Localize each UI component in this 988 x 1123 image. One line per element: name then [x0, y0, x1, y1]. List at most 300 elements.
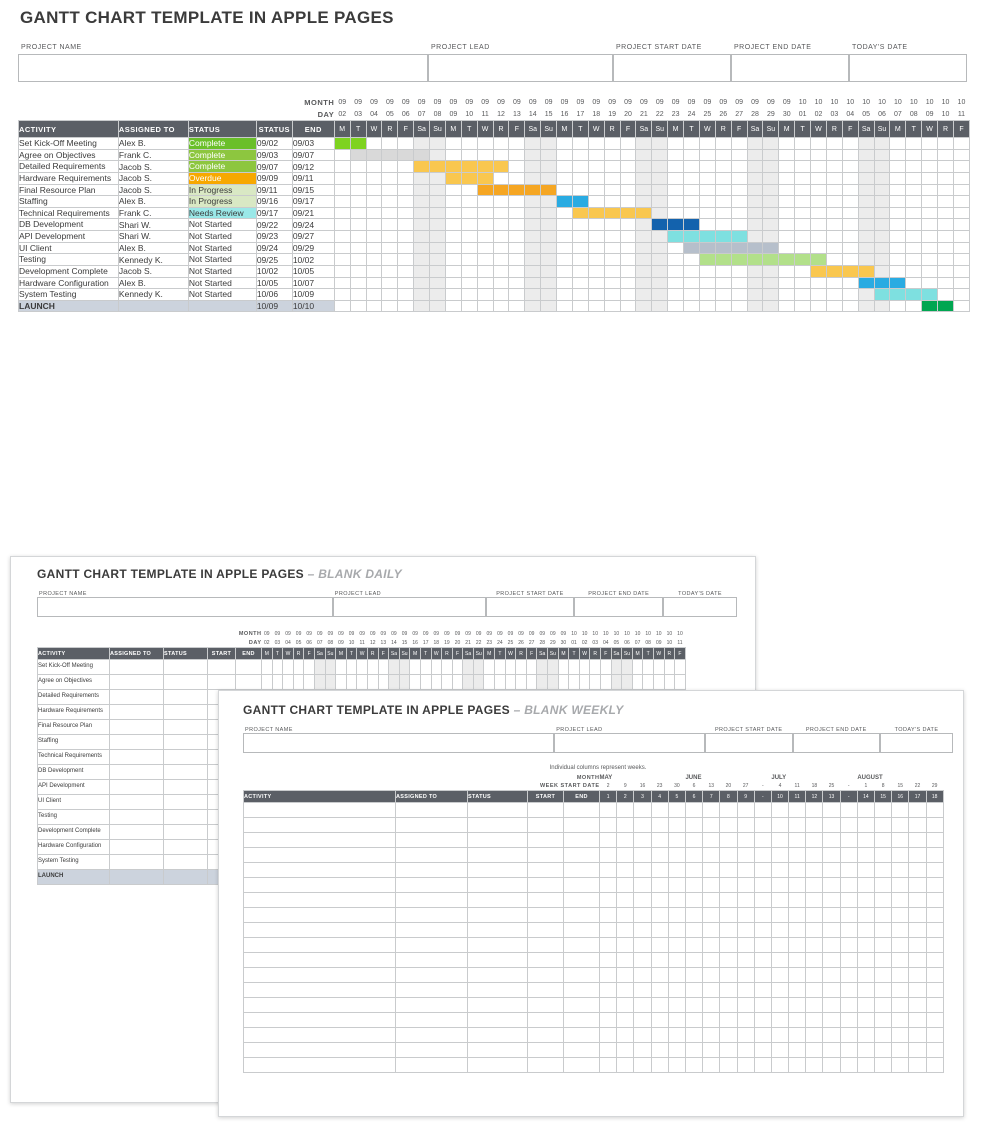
gantt-cell[interactable] — [906, 207, 922, 219]
row-end-date[interactable] — [564, 938, 600, 953]
gantt-cell[interactable] — [651, 908, 668, 923]
gantt-cell[interactable] — [737, 998, 754, 1013]
row-start-date[interactable] — [528, 848, 564, 863]
gantt-cell[interactable] — [526, 675, 537, 690]
gantt-cell[interactable] — [461, 161, 477, 173]
gantt-cell[interactable] — [367, 675, 378, 690]
gantt-cell[interactable] — [350, 219, 366, 231]
gantt-cell[interactable] — [600, 983, 617, 998]
gantt-cell[interactable] — [651, 803, 668, 818]
gantt-cell[interactable] — [350, 300, 366, 312]
gantt-cell[interactable] — [938, 207, 954, 219]
gantt-cell[interactable] — [652, 242, 668, 254]
gantt-cell[interactable] — [634, 818, 651, 833]
gantt-cell[interactable] — [541, 184, 557, 196]
gantt-cell[interactable] — [926, 803, 943, 818]
gantt-cell[interactable] — [399, 675, 410, 690]
gantt-cell[interactable] — [906, 231, 922, 243]
gantt-cell[interactable] — [779, 231, 795, 243]
row-activity[interactable] — [244, 818, 396, 833]
gantt-cell[interactable] — [684, 184, 700, 196]
gantt-cell[interactable] — [675, 660, 686, 675]
row-activity[interactable] — [244, 833, 396, 848]
gantt-cell[interactable] — [731, 219, 747, 231]
gantt-cell[interactable] — [636, 207, 652, 219]
row-start-date[interactable] — [528, 1028, 564, 1043]
gantt-cell[interactable] — [789, 803, 806, 818]
gantt-cell[interactable] — [350, 289, 366, 301]
gantt-cell[interactable] — [754, 818, 771, 833]
gantt-cell[interactable] — [653, 660, 664, 675]
gantt-cell[interactable] — [840, 998, 857, 1013]
gantt-cell[interactable] — [858, 172, 874, 184]
gantt-cell[interactable] — [617, 938, 634, 953]
gantt-cell[interactable] — [779, 196, 795, 208]
gantt-cell[interactable] — [600, 1028, 617, 1043]
gantt-cell[interactable] — [569, 660, 580, 675]
gantt-cell[interactable] — [875, 863, 892, 878]
gantt-cell[interactable] — [651, 818, 668, 833]
gantt-cell[interactable] — [525, 149, 541, 161]
gantt-cell[interactable] — [892, 953, 909, 968]
gantt-cell[interactable] — [541, 300, 557, 312]
gantt-cell[interactable] — [283, 675, 294, 690]
gantt-cell[interactable] — [909, 923, 926, 938]
gantt-cell[interactable] — [350, 172, 366, 184]
gantt-cell[interactable] — [763, 207, 779, 219]
gantt-cell[interactable] — [731, 231, 747, 243]
gantt-cell[interactable] — [823, 1028, 840, 1043]
gantt-cell[interactable] — [634, 953, 651, 968]
gantt-cell[interactable] — [684, 161, 700, 173]
gantt-cell[interactable] — [858, 219, 874, 231]
gantt-cell[interactable] — [842, 254, 858, 266]
gantt-cell[interactable] — [874, 172, 890, 184]
gantt-cell[interactable] — [909, 953, 926, 968]
row-activity[interactable] — [244, 953, 396, 968]
row-assigned-to[interactable] — [396, 983, 468, 998]
gantt-cell[interactable] — [636, 149, 652, 161]
gantt-cell[interactable] — [634, 893, 651, 908]
gantt-cell[interactable] — [463, 660, 474, 675]
gantt-cell[interactable] — [620, 277, 636, 289]
gantt-cell[interactable] — [795, 289, 811, 301]
gantt-cell[interactable] — [493, 196, 509, 208]
gantt-cell[interactable] — [789, 1043, 806, 1058]
gantt-cell[interactable] — [604, 289, 620, 301]
gantt-cell[interactable] — [875, 908, 892, 923]
gantt-cell[interactable] — [685, 1058, 702, 1073]
gantt-cell[interactable] — [699, 300, 715, 312]
gantt-cell[interactable] — [668, 219, 684, 231]
gantt-cell[interactable] — [747, 207, 763, 219]
gantt-cell[interactable] — [668, 878, 685, 893]
gantt-cell[interactable] — [703, 953, 720, 968]
gantt-cell[interactable] — [651, 1058, 668, 1073]
gantt-cell[interactable] — [922, 161, 938, 173]
gantt-cell[interactable] — [875, 803, 892, 818]
gantt-cell[interactable] — [826, 242, 842, 254]
gantt-cell[interactable] — [509, 207, 525, 219]
gantt-cell[interactable] — [651, 998, 668, 1013]
row-end-date[interactable] — [564, 863, 600, 878]
gantt-cell[interactable] — [445, 149, 461, 161]
gantt-cell[interactable] — [826, 277, 842, 289]
gantt-cell[interactable] — [840, 803, 857, 818]
gantt-cell[interactable] — [747, 161, 763, 173]
gantt-cell[interactable] — [541, 242, 557, 254]
gantt-cell[interactable] — [651, 893, 668, 908]
gantt-cell[interactable] — [806, 818, 823, 833]
gantt-cell[interactable] — [509, 138, 525, 150]
gantt-cell[interactable] — [283, 660, 294, 675]
gantt-cell[interactable] — [525, 196, 541, 208]
gantt-cell[interactable] — [823, 923, 840, 938]
gantt-cell[interactable] — [823, 833, 840, 848]
gantt-cell[interactable] — [685, 998, 702, 1013]
gantt-cell[interactable] — [795, 161, 811, 173]
gantt-cell[interactable] — [890, 184, 906, 196]
gantt-cell[interactable] — [600, 803, 617, 818]
gantt-cell[interactable] — [811, 219, 827, 231]
status-badge[interactable] — [164, 720, 208, 735]
gantt-cell[interactable] — [922, 207, 938, 219]
gantt-cell[interactable] — [909, 968, 926, 983]
row-assigned-to[interactable] — [396, 1058, 468, 1073]
gantt-cell[interactable] — [874, 254, 890, 266]
gantt-cell[interactable] — [875, 1058, 892, 1073]
status-badge[interactable] — [468, 938, 528, 953]
gantt-cell[interactable] — [715, 207, 731, 219]
gantt-cell[interactable] — [588, 149, 604, 161]
gantt-cell[interactable] — [858, 277, 874, 289]
gantt-cell[interactable] — [840, 1043, 857, 1058]
gantt-cell[interactable] — [771, 848, 788, 863]
gantt-cell[interactable] — [588, 300, 604, 312]
gantt-cell[interactable] — [892, 1028, 909, 1043]
gantt-cell[interactable] — [806, 863, 823, 878]
gantt-cell[interactable] — [541, 149, 557, 161]
row-activity[interactable] — [244, 983, 396, 998]
gantt-cell[interactable] — [953, 161, 969, 173]
gantt-cell[interactable] — [703, 908, 720, 923]
gantt-cell[interactable] — [668, 289, 684, 301]
gantt-cell[interactable] — [926, 1013, 943, 1028]
gantt-cell[interactable] — [857, 1013, 874, 1028]
gantt-cell[interactable] — [651, 863, 668, 878]
gantt-cell[interactable] — [477, 184, 493, 196]
gantt-cell[interactable] — [938, 138, 954, 150]
gantt-cell[interactable] — [620, 161, 636, 173]
gantt-cell[interactable] — [516, 675, 527, 690]
gantt-cell[interactable] — [557, 149, 573, 161]
gantt-cell[interactable] — [588, 184, 604, 196]
gantt-cell[interactable] — [509, 242, 525, 254]
gantt-cell[interactable] — [754, 938, 771, 953]
gantt-cell[interactable] — [620, 231, 636, 243]
gantt-cell[interactable] — [811, 277, 827, 289]
gantt-cell[interactable] — [938, 289, 954, 301]
gantt-cell[interactable] — [636, 231, 652, 243]
gantt-cell[interactable] — [811, 254, 827, 266]
gantt-cell[interactable] — [747, 196, 763, 208]
gantt-cell[interactable] — [493, 172, 509, 184]
gantt-cell[interactable] — [731, 265, 747, 277]
status-badge[interactable] — [468, 863, 528, 878]
gantt-cell[interactable] — [703, 1028, 720, 1043]
gantt-cell[interactable] — [715, 265, 731, 277]
gantt-cell[interactable] — [572, 265, 588, 277]
gantt-cell[interactable] — [414, 300, 430, 312]
gantt-cell[interactable] — [652, 149, 668, 161]
gantt-cell[interactable] — [484, 675, 495, 690]
gantt-cell[interactable] — [445, 138, 461, 150]
gantt-cell[interactable] — [684, 231, 700, 243]
gantt-cell[interactable] — [890, 242, 906, 254]
status-badge[interactable] — [468, 803, 528, 818]
gantt-cell[interactable] — [541, 219, 557, 231]
gantt-cell[interactable] — [795, 138, 811, 150]
gantt-cell[interactable] — [720, 1013, 737, 1028]
gantt-cell[interactable] — [366, 289, 382, 301]
gantt-cell[interactable] — [747, 184, 763, 196]
gantt-cell[interactable] — [382, 242, 398, 254]
gantt-cell[interactable] — [366, 161, 382, 173]
gantt-cell[interactable] — [754, 983, 771, 998]
gantt-cell[interactable] — [541, 265, 557, 277]
row-end-date[interactable] — [236, 675, 262, 690]
gantt-cell[interactable] — [668, 277, 684, 289]
gantt-cell[interactable] — [938, 149, 954, 161]
gantt-cell[interactable] — [604, 219, 620, 231]
gantt-cell[interactable] — [754, 1043, 771, 1058]
gantt-cell[interactable] — [754, 863, 771, 878]
gantt-cell[interactable] — [664, 675, 675, 690]
gantt-cell[interactable] — [366, 231, 382, 243]
gantt-cell[interactable] — [703, 848, 720, 863]
gantt-cell[interactable] — [668, 923, 685, 938]
gantt-cell[interactable] — [926, 1043, 943, 1058]
gantt-cell[interactable] — [652, 300, 668, 312]
status-badge[interactable] — [468, 818, 528, 833]
gantt-cell[interactable] — [636, 138, 652, 150]
gantt-cell[interactable] — [806, 1058, 823, 1073]
gantt-cell[interactable] — [875, 998, 892, 1013]
gantt-cell[interactable] — [703, 833, 720, 848]
gantt-cell[interactable] — [572, 138, 588, 150]
gantt-cell[interactable] — [382, 254, 398, 266]
row-start-date[interactable] — [528, 998, 564, 1013]
gantt-cell[interactable] — [414, 231, 430, 243]
gantt-cell[interactable] — [430, 172, 446, 184]
gantt-cell[interactable] — [636, 277, 652, 289]
gantt-cell[interactable] — [909, 818, 926, 833]
status-badge[interactable] — [468, 923, 528, 938]
gantt-cell[interactable] — [953, 219, 969, 231]
gantt-cell[interactable] — [557, 300, 573, 312]
gantt-cell[interactable] — [754, 893, 771, 908]
meta-input[interactable] — [486, 597, 575, 617]
gantt-cell[interactable] — [699, 207, 715, 219]
gantt-cell[interactable] — [823, 803, 840, 818]
row-assigned-to[interactable] — [110, 795, 164, 810]
gantt-cell[interactable] — [890, 138, 906, 150]
gantt-cell[interactable] — [771, 998, 788, 1013]
gantt-cell[interactable] — [604, 265, 620, 277]
row-start-date[interactable] — [528, 1058, 564, 1073]
gantt-cell[interactable] — [634, 833, 651, 848]
gantt-cell[interactable] — [779, 242, 795, 254]
gantt-cell[interactable] — [823, 848, 840, 863]
gantt-cell[interactable] — [811, 149, 827, 161]
status-badge[interactable] — [468, 983, 528, 998]
gantt-cell[interactable] — [874, 149, 890, 161]
gantt-cell[interactable] — [906, 300, 922, 312]
gantt-cell[interactable] — [634, 1043, 651, 1058]
gantt-cell[interactable] — [509, 231, 525, 243]
gantt-cell[interactable] — [505, 660, 516, 675]
row-assigned-to[interactable] — [396, 968, 468, 983]
gantt-cell[interactable] — [620, 242, 636, 254]
gantt-cell[interactable] — [715, 161, 731, 173]
gantt-cell[interactable] — [461, 242, 477, 254]
gantt-cell[interactable] — [634, 1013, 651, 1028]
gantt-cell[interactable] — [495, 660, 506, 675]
row-start-date[interactable] — [528, 863, 564, 878]
gantt-cell[interactable] — [414, 219, 430, 231]
meta-input[interactable] — [613, 54, 731, 82]
gantt-cell[interactable] — [634, 878, 651, 893]
gantt-cell[interactable] — [509, 277, 525, 289]
gantt-cell[interactable] — [399, 660, 410, 675]
gantt-cell[interactable] — [484, 660, 495, 675]
gantt-cell[interactable] — [926, 923, 943, 938]
gantt-cell[interactable] — [926, 878, 943, 893]
gantt-cell[interactable] — [857, 848, 874, 863]
gantt-cell[interactable] — [685, 863, 702, 878]
gantt-cell[interactable] — [926, 983, 943, 998]
gantt-cell[interactable] — [410, 660, 421, 675]
gantt-cell[interactable] — [632, 675, 643, 690]
gantt-cell[interactable] — [636, 300, 652, 312]
gantt-cell[interactable] — [350, 254, 366, 266]
gantt-cell[interactable] — [875, 953, 892, 968]
gantt-cell[interactable] — [382, 231, 398, 243]
gantt-cell[interactable] — [293, 675, 304, 690]
gantt-cell[interactable] — [382, 277, 398, 289]
gantt-cell[interactable] — [461, 254, 477, 266]
gantt-cell[interactable] — [922, 300, 938, 312]
gantt-cell[interactable] — [350, 161, 366, 173]
gantt-cell[interactable] — [840, 938, 857, 953]
gantt-cell[interactable] — [731, 149, 747, 161]
gantt-cell[interactable] — [445, 219, 461, 231]
gantt-cell[interactable] — [588, 231, 604, 243]
gantt-cell[interactable] — [493, 289, 509, 301]
gantt-cell[interactable] — [366, 207, 382, 219]
gantt-cell[interactable] — [461, 277, 477, 289]
gantt-cell[interactable] — [922, 138, 938, 150]
gantt-cell[interactable] — [366, 172, 382, 184]
status-badge[interactable] — [164, 675, 208, 690]
gantt-cell[interactable] — [909, 1028, 926, 1043]
gantt-cell[interactable] — [398, 277, 414, 289]
gantt-cell[interactable] — [811, 300, 827, 312]
gantt-cell[interactable] — [684, 277, 700, 289]
gantt-cell[interactable] — [795, 196, 811, 208]
gantt-cell[interactable] — [890, 300, 906, 312]
gantt-cell[interactable] — [720, 818, 737, 833]
gantt-cell[interactable] — [890, 207, 906, 219]
gantt-cell[interactable] — [668, 983, 685, 998]
gantt-cell[interactable] — [398, 219, 414, 231]
gantt-cell[interactable] — [826, 149, 842, 161]
gantt-cell[interactable] — [823, 968, 840, 983]
gantt-cell[interactable] — [720, 833, 737, 848]
gantt-cell[interactable] — [668, 207, 684, 219]
gantt-cell[interactable] — [857, 1028, 874, 1043]
gantt-cell[interactable] — [926, 953, 943, 968]
row-start-date[interactable] — [528, 833, 564, 848]
status-badge[interactable] — [164, 825, 208, 840]
gantt-cell[interactable] — [771, 803, 788, 818]
gantt-cell[interactable] — [366, 149, 382, 161]
status-badge[interactable] — [164, 795, 208, 810]
gantt-cell[interactable] — [636, 196, 652, 208]
gantt-cell[interactable] — [473, 675, 484, 690]
gantt-cell[interactable] — [875, 893, 892, 908]
status-badge[interactable] — [164, 750, 208, 765]
gantt-cell[interactable] — [652, 161, 668, 173]
gantt-cell[interactable] — [588, 254, 604, 266]
gantt-cell[interactable] — [779, 149, 795, 161]
gantt-cell[interactable] — [664, 660, 675, 675]
gantt-cell[interactable] — [779, 254, 795, 266]
gantt-cell[interactable] — [909, 863, 926, 878]
gantt-cell[interactable] — [461, 231, 477, 243]
gantt-cell[interactable] — [430, 196, 446, 208]
gantt-cell[interactable] — [890, 219, 906, 231]
gantt-cell[interactable] — [842, 207, 858, 219]
row-assigned-to[interactable] — [110, 735, 164, 750]
gantt-cell[interactable] — [720, 863, 737, 878]
gantt-cell[interactable] — [731, 172, 747, 184]
gantt-cell[interactable] — [336, 660, 347, 675]
gantt-cell[interactable] — [509, 184, 525, 196]
gantt-cell[interactable] — [477, 149, 493, 161]
gantt-cell[interactable] — [557, 265, 573, 277]
gantt-cell[interactable] — [445, 242, 461, 254]
row-assigned-to[interactable] — [110, 840, 164, 855]
gantt-cell[interactable] — [604, 300, 620, 312]
gantt-cell[interactable] — [737, 983, 754, 998]
gantt-cell[interactable] — [414, 289, 430, 301]
gantt-cell[interactable] — [634, 983, 651, 998]
gantt-cell[interactable] — [572, 161, 588, 173]
gantt-cell[interactable] — [668, 908, 685, 923]
gantt-cell[interactable] — [572, 172, 588, 184]
gantt-cell[interactable] — [811, 265, 827, 277]
gantt-cell[interactable] — [651, 923, 668, 938]
status-badge[interactable] — [468, 968, 528, 983]
gantt-cell[interactable] — [737, 1013, 754, 1028]
gantt-cell[interactable] — [858, 138, 874, 150]
gantt-cell[interactable] — [938, 300, 954, 312]
meta-input[interactable] — [243, 733, 554, 753]
gantt-cell[interactable] — [461, 207, 477, 219]
status-badge[interactable] — [468, 1028, 528, 1043]
gantt-cell[interactable] — [461, 149, 477, 161]
